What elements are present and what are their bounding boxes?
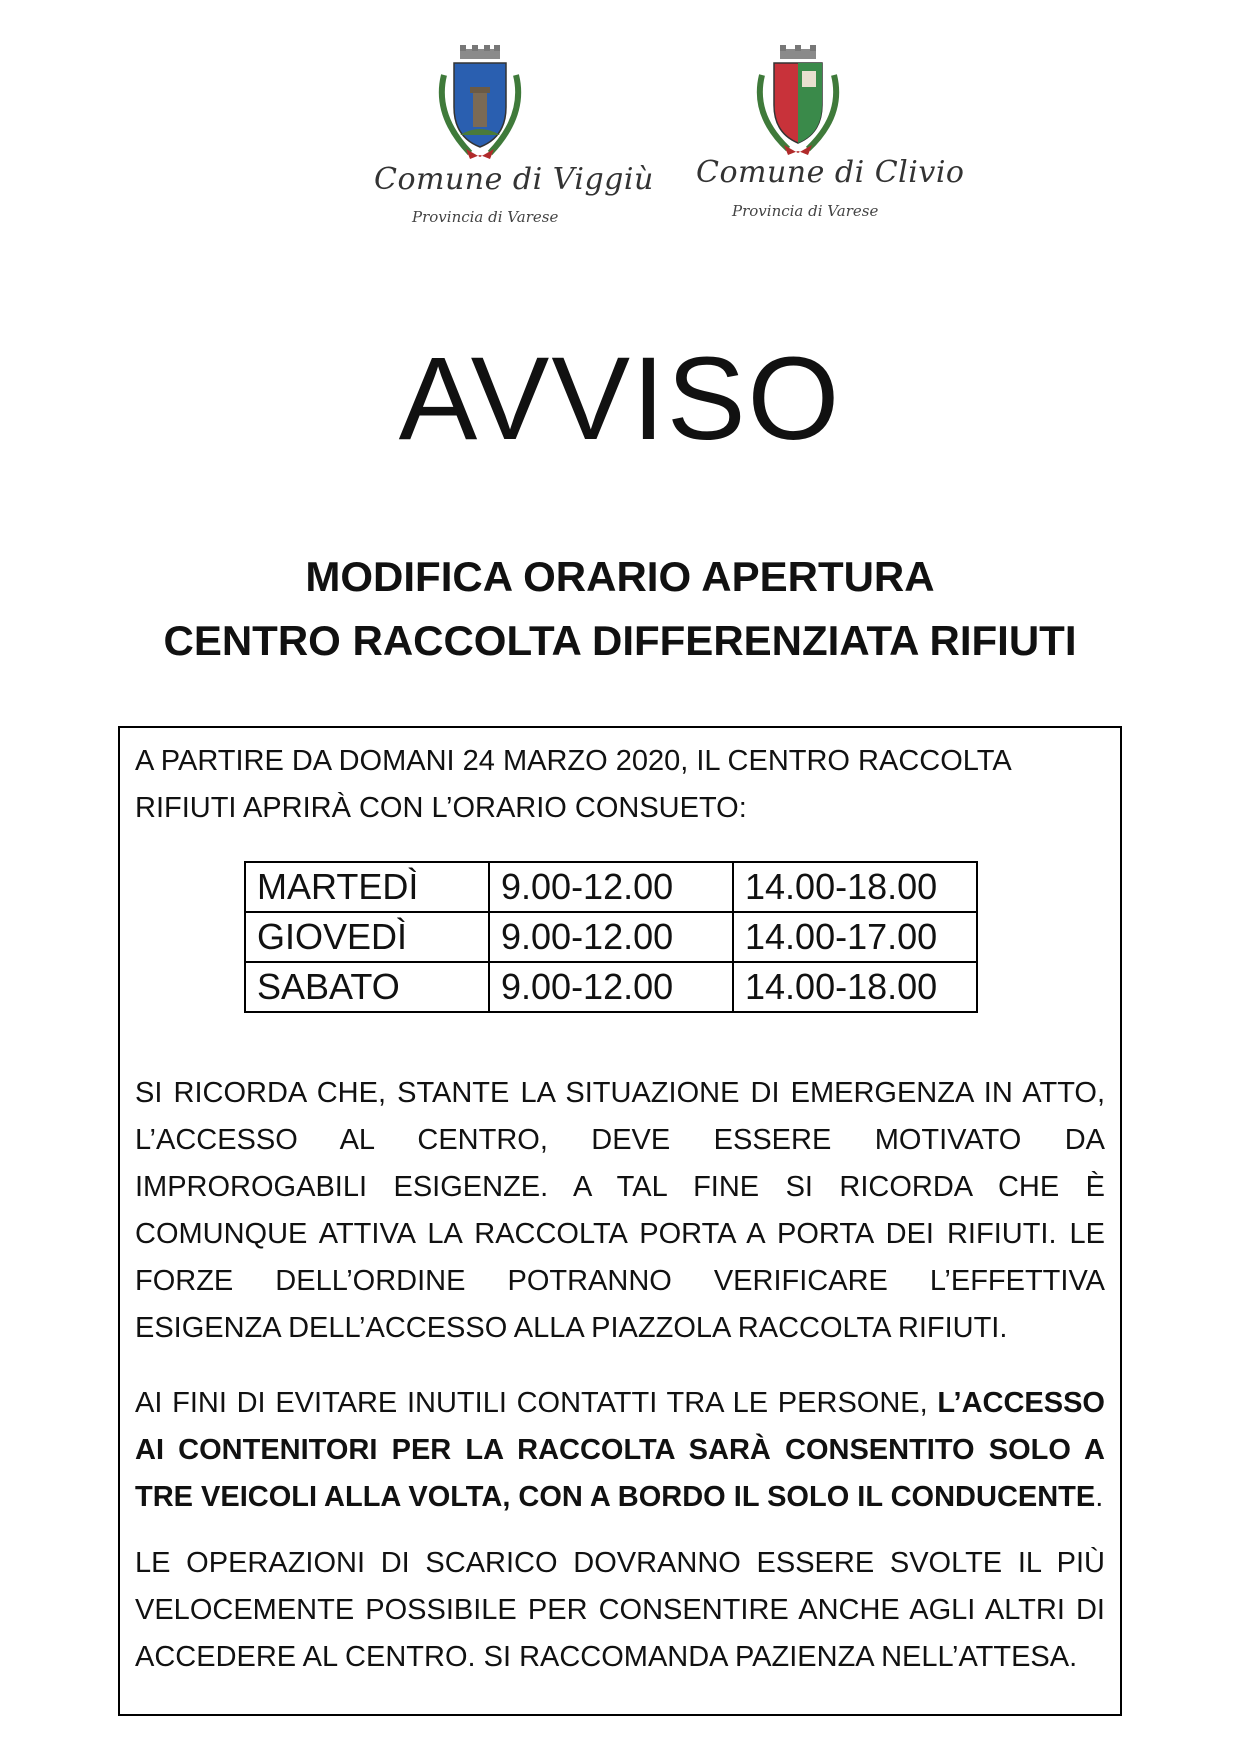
- morning-hours-cell: 9.00-12.00: [489, 962, 733, 1012]
- access-text-bold: L’ACCESSO AI CONTENITORI PER LA RACCOLTA SARÀ CONSENTITO SOLO A TRE VEICOLI ALLA VOLTA, CON A BORDO IL SOLO IL CONDUCENTE: [135, 1387, 1105, 1513]
- access-paragraph: [135, 1380, 1105, 1521]
- subtitle-line-1: MODIFICA ORARIO APERTURA: [305, 553, 935, 600]
- table-row: [245, 912, 977, 962]
- clivio-provincia: Provincia di Varese: [732, 202, 879, 220]
- day-cell: MARTEDÌ: [245, 862, 489, 912]
- unloading-paragraph: LE OPERAZIONI DI SCARICO DOVRANNO ESSERE SVOLTE IL PIÙ VELOCEMENTE POSSIBILE PER CONSENTIRE ANCHE AGLI ALTRI DI ACCEDERE AL CENTRO. SI RACCOMANDA PAZIENZA NELL’ATTESA.: [135, 1547, 1105, 1673]
- table-row: [245, 862, 977, 912]
- afternoon-hours-cell: 14.00-18.00: [733, 862, 977, 912]
- afternoon-hours-cell: 14.00-18.00: [733, 962, 977, 1012]
- clivio-name: Comune di Clivio: [696, 155, 965, 190]
- day-cell: GIOVEDÌ: [245, 912, 489, 962]
- schedule-table: [244, 861, 978, 1013]
- clivio-coat-of-arms: [748, 45, 848, 160]
- viggiu-provincia: Provincia di Varese: [412, 208, 559, 226]
- day-cell: SABATO: [245, 962, 489, 1012]
- viggiu-coat-of-arms: [430, 45, 530, 165]
- table-row: [245, 962, 977, 1012]
- morning-hours-cell: 9.00-12.00: [489, 862, 733, 912]
- access-text-normal: AI FINI DI EVITARE INUTILI CONTATTI TRA LE PERSONE,: [135, 1387, 938, 1419]
- intro-text: A PARTIRE DA DOMANI 24 MARZO 2020, IL CENTRO RACCOLTA RIFIUTI APRIRÀ CON L’ORARIO CONSUETO:: [135, 745, 1011, 824]
- morning-hours-cell: 9.00-12.00: [489, 912, 733, 962]
- afternoon-hours-cell: 14.00-17.00: [733, 912, 977, 962]
- subtitle-line-2: CENTRO RACCOLTA DIFFERENZIATA RIFIUTI: [163, 617, 1077, 664]
- viggiu-name: Comune di Viggiù: [374, 162, 654, 197]
- emergency-paragraph: SI RICORDA CHE, STANTE LA SITUAZIONE DI EMERGENZA IN ATTO, L’ACCESSO AL CENTRO, DEVE ESSERE MOTIVATO DA IMPROROGABILI ESIGENZE. A TAL FINE SI RICORDA CHE È COMUNQUE ATTIVA LA RACCOLTA PORTA A PORTA DEI RIFIUTI. LE FORZE DELL’ORDINE POTRANNO VERIFICARE L’EFFETTIVA ESIGENZA DELL’ACCESSO ALLA PIAZZOLA RACCOLTA RIFIUTI.: [135, 1077, 1105, 1344]
- access-text-end: .: [1095, 1481, 1104, 1513]
- notice-title: AVVISO: [398, 333, 842, 465]
